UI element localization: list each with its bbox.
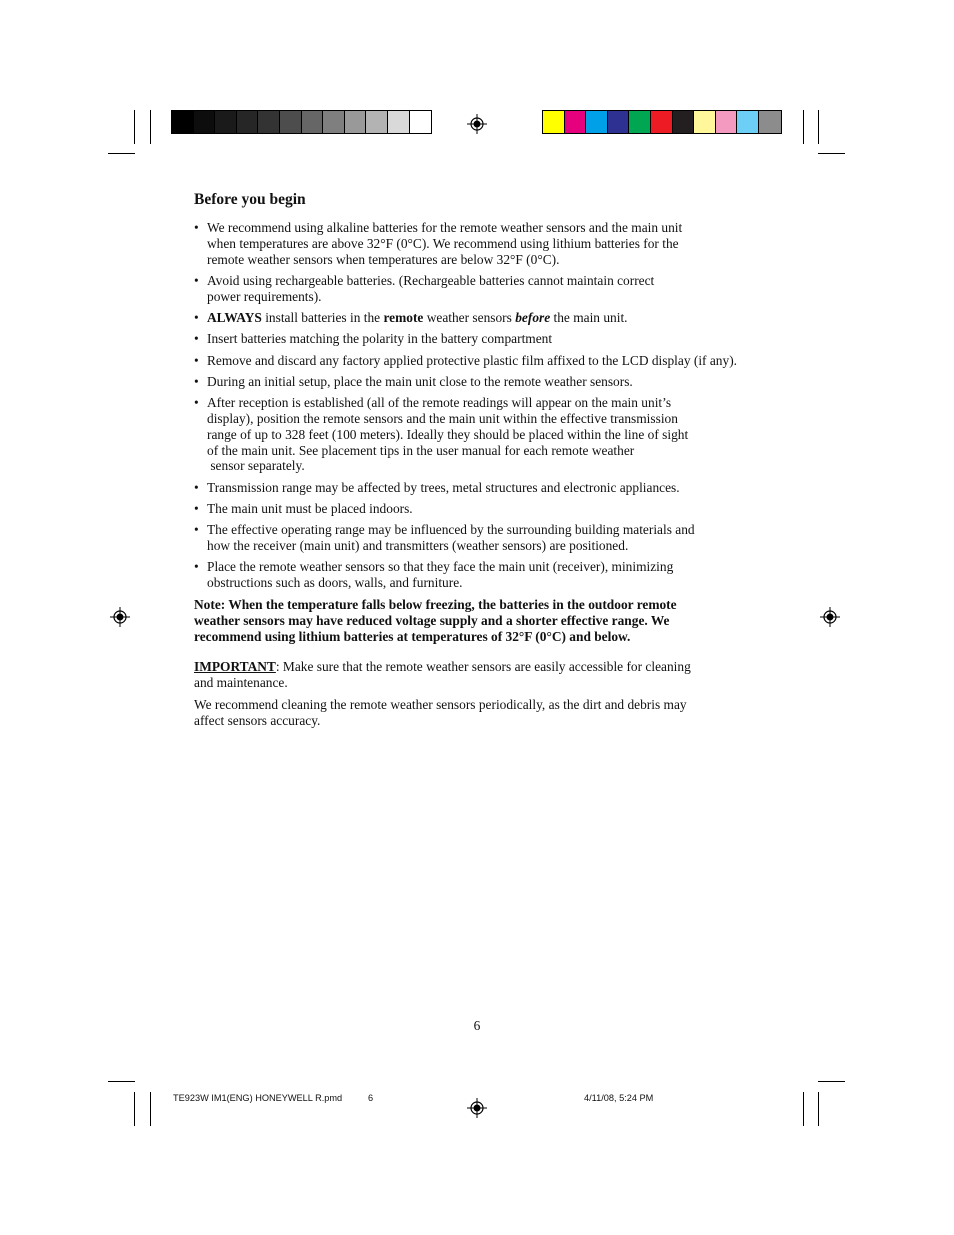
color-swatch <box>586 111 608 133</box>
line: of the main unit. See placement tips in the user manual for each remote weather <box>207 442 635 458</box>
color-swatch <box>651 111 673 133</box>
important-text-cont: and maintenance. <box>194 675 288 691</box>
line: • After reception is established (all of the remote readings will appear on the main unit’s <box>207 395 672 411</box>
registration-mark-left-icon <box>110 607 130 627</box>
line: power requirements). <box>207 288 322 304</box>
note-line: recommend using lithium batteries at temperatures of 32°F (0°C) and below. <box>194 628 631 644</box>
color-swatch <box>543 111 565 133</box>
text-fragment: the main unit. <box>550 309 628 325</box>
registration-mark-top-icon <box>467 114 487 134</box>
slug-page: 6 <box>368 1093 374 1103</box>
gray-swatch <box>194 111 216 133</box>
crop-mark-top-right-horizontal <box>818 153 845 154</box>
gray-swatch <box>215 111 237 133</box>
line: • Insert batteries matching the polarity in the battery compartment <box>207 331 553 347</box>
important-text: : Make sure that the remote weather sensors are easily accessible for cleaning <box>275 659 691 675</box>
color-calibration-bar <box>542 110 782 134</box>
cleaning-paragraph <box>194 697 784 729</box>
list-item <box>194 480 784 496</box>
grayscale-calibration-bar <box>171 110 432 134</box>
crop-mark-bottom-left-horizontal <box>108 1081 135 1082</box>
crop-mark-bottom-left-vertical <box>134 1092 135 1126</box>
important-paragraph <box>194 659 784 691</box>
crop-mark-top-left-horizontal <box>108 153 135 154</box>
line: how the receiver (main unit) and transmitters (weather sensors) are positioned. <box>207 538 629 554</box>
line: • The main unit must be placed indoors. <box>207 500 413 516</box>
text-fragment: weather sensors <box>423 309 516 325</box>
line: remote weather sensors when temperatures are below 32°F (0°C). <box>207 251 560 267</box>
note-line: Note: When the temperature falls below freezing, the batteries in the outdoor remote <box>194 596 677 612</box>
section-title: Before you begin <box>194 191 306 208</box>
list-item <box>194 522 784 554</box>
line: when temperatures are above 32°F (0°C). We recommend using lithium batteries for the <box>207 235 679 251</box>
registration-mark-right-icon <box>820 607 840 627</box>
cleaning-line: affect sensors accuracy. <box>194 712 321 728</box>
gray-swatch <box>258 111 280 133</box>
color-swatch <box>629 111 651 133</box>
gray-swatch <box>323 111 345 133</box>
color-swatch <box>565 111 587 133</box>
gray-swatch <box>410 111 432 133</box>
color-swatch <box>673 111 695 133</box>
line: obstructions such as doors, walls, and furniture. <box>207 575 463 591</box>
list-item <box>194 501 784 517</box>
cleaning-line: We recommend cleaning the remote weather sensors periodically, as the dirt and debris may <box>194 696 687 712</box>
color-swatch <box>737 111 759 133</box>
crop-mark-top-right-vertical <box>818 110 819 144</box>
list-item <box>194 559 784 591</box>
line: • Place the remote weather sensors so that they face the main unit (receiver), minimizing <box>207 559 674 575</box>
line: • Transmission range may be affected by trees, metal structures and electronic appliances. <box>207 479 680 495</box>
crop-mark-bottom-right-horizontal <box>818 1081 845 1082</box>
color-swatch <box>694 111 716 133</box>
crop-mark-bottom-left-inner <box>150 1092 151 1126</box>
color-swatch <box>759 111 781 133</box>
line: display), position the remote sensors and the main unit within the effective transmission <box>207 410 678 426</box>
list-item <box>194 310 784 326</box>
page-content <box>194 191 784 735</box>
color-swatch <box>608 111 630 133</box>
gray-swatch <box>345 111 367 133</box>
crop-mark-top-left-vertical <box>134 110 135 144</box>
text-fragment: install batteries in the <box>261 309 384 325</box>
line: • Remove and discard any factory applied protective plastic film affixed to the LCD display (if any). <box>207 352 738 368</box>
always-emphasis: ALWAYS <box>207 309 262 325</box>
gray-swatch <box>302 111 324 133</box>
list-item <box>194 374 784 390</box>
color-swatch <box>716 111 738 133</box>
before-emphasis: before <box>515 309 551 325</box>
gray-swatch <box>237 111 259 133</box>
freezing-note <box>194 597 784 644</box>
bullet-list <box>194 220 784 591</box>
line: • Avoid using rechargeable batteries. (Rechargeable batteries cannot maintain correct <box>207 272 655 288</box>
slug-filename: TE923W IM1(ENG) HONEYWELL R.pmd <box>173 1093 343 1103</box>
list-item <box>194 331 784 347</box>
list-item <box>194 273 784 305</box>
list-item <box>194 220 784 267</box>
registration-mark-bottom-icon <box>467 1098 487 1118</box>
gray-swatch <box>388 111 410 133</box>
list-item <box>194 395 784 474</box>
crop-mark-bottom-right-inner <box>803 1092 804 1126</box>
line: • The effective operating range may be influenced by the surrounding building materials and <box>207 522 695 538</box>
line: • During an initial setup, place the main unit close to the remote weather sensors. <box>207 373 633 389</box>
important-label: IMPORTANT <box>194 659 276 675</box>
crop-mark-top-right-inner <box>803 110 804 144</box>
remote-emphasis: remote <box>383 309 424 325</box>
line: range of up to 328 feet (100 meters). Ideally they should be placed within the line of sight <box>207 426 689 442</box>
slug-timestamp: 4/11/08, 5:24 PM <box>584 1093 654 1103</box>
list-item <box>194 353 784 369</box>
crop-mark-bottom-right-vertical <box>818 1092 819 1126</box>
line: sensor separately. <box>207 458 305 474</box>
gray-swatch <box>366 111 388 133</box>
note-line: weather sensors may have reduced voltage supply and a shorter effective range. We <box>194 612 670 628</box>
gray-swatch <box>172 111 194 133</box>
page-number: 6 <box>473 1018 481 1033</box>
gray-swatch <box>280 111 302 133</box>
crop-mark-top-left-inner <box>150 110 151 144</box>
line: • We recommend using alkaline batteries for the remote weather sensors and the main unit <box>207 220 683 235</box>
